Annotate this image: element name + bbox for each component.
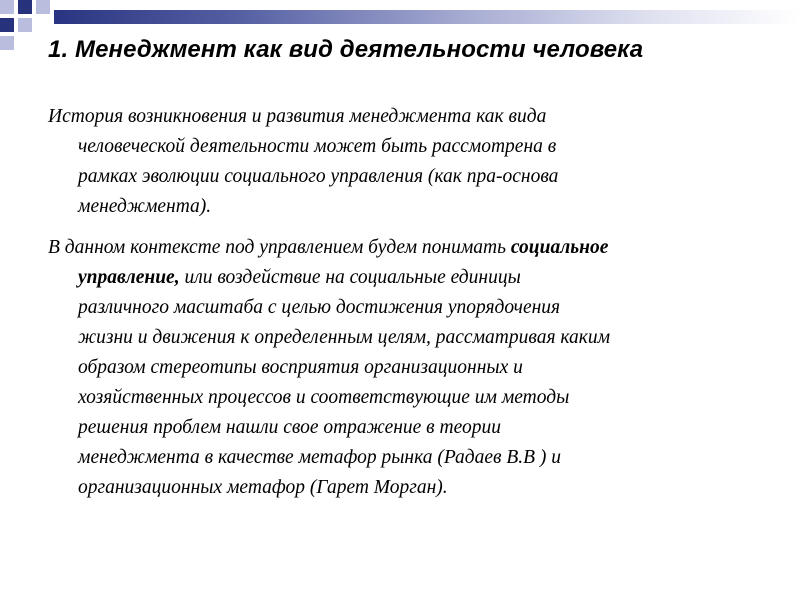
text-line: История возникновения и развития менеджмента как вида [48, 106, 547, 127]
text-line: менеджмента в качестве метафор рынка (Радаев В.В ) и [78, 447, 562, 468]
decor-square [18, 18, 32, 32]
text-fragment: В данном контексте под управлением будем понимать [48, 237, 511, 258]
decor-square [0, 36, 14, 50]
decor-square [18, 0, 32, 14]
text-line: человеческой деятельности может быть рассмотрена в [78, 136, 557, 157]
text-line [48, 263, 758, 293]
decor-square [36, 0, 50, 14]
text-line: решения проблем нашли свое отражение в теории [78, 417, 501, 438]
text-line: рамках эволюции социального управления (как пра-основа [78, 166, 559, 187]
text-line: жизни и движения к определенным целям, рассматривая каким [78, 327, 611, 348]
decor-square [0, 0, 14, 14]
text-line: менеджмента). [78, 196, 212, 217]
header-gradient-bar [54, 10, 800, 24]
text-line: организационных метафор (Гарет Морган). [78, 477, 448, 498]
text-line: хозяйственных процессов и соответствующие им методы [78, 387, 570, 408]
decor-square [0, 18, 14, 32]
paragraph-history [48, 102, 758, 222]
slide-title: 1. Менеджмент как вид деятельности человека [48, 36, 644, 63]
paragraph-definition [48, 233, 758, 503]
text-line: различного масштаба с целью достижения упорядочения [78, 297, 561, 318]
text-fragment: или воздействие на социальные единицы [179, 267, 521, 288]
text-line [48, 233, 758, 263]
bold-term: социальное [510, 237, 609, 258]
text-line: образом стереотипы восприятия организационных и [78, 357, 523, 378]
bold-term: управление, [78, 267, 180, 288]
